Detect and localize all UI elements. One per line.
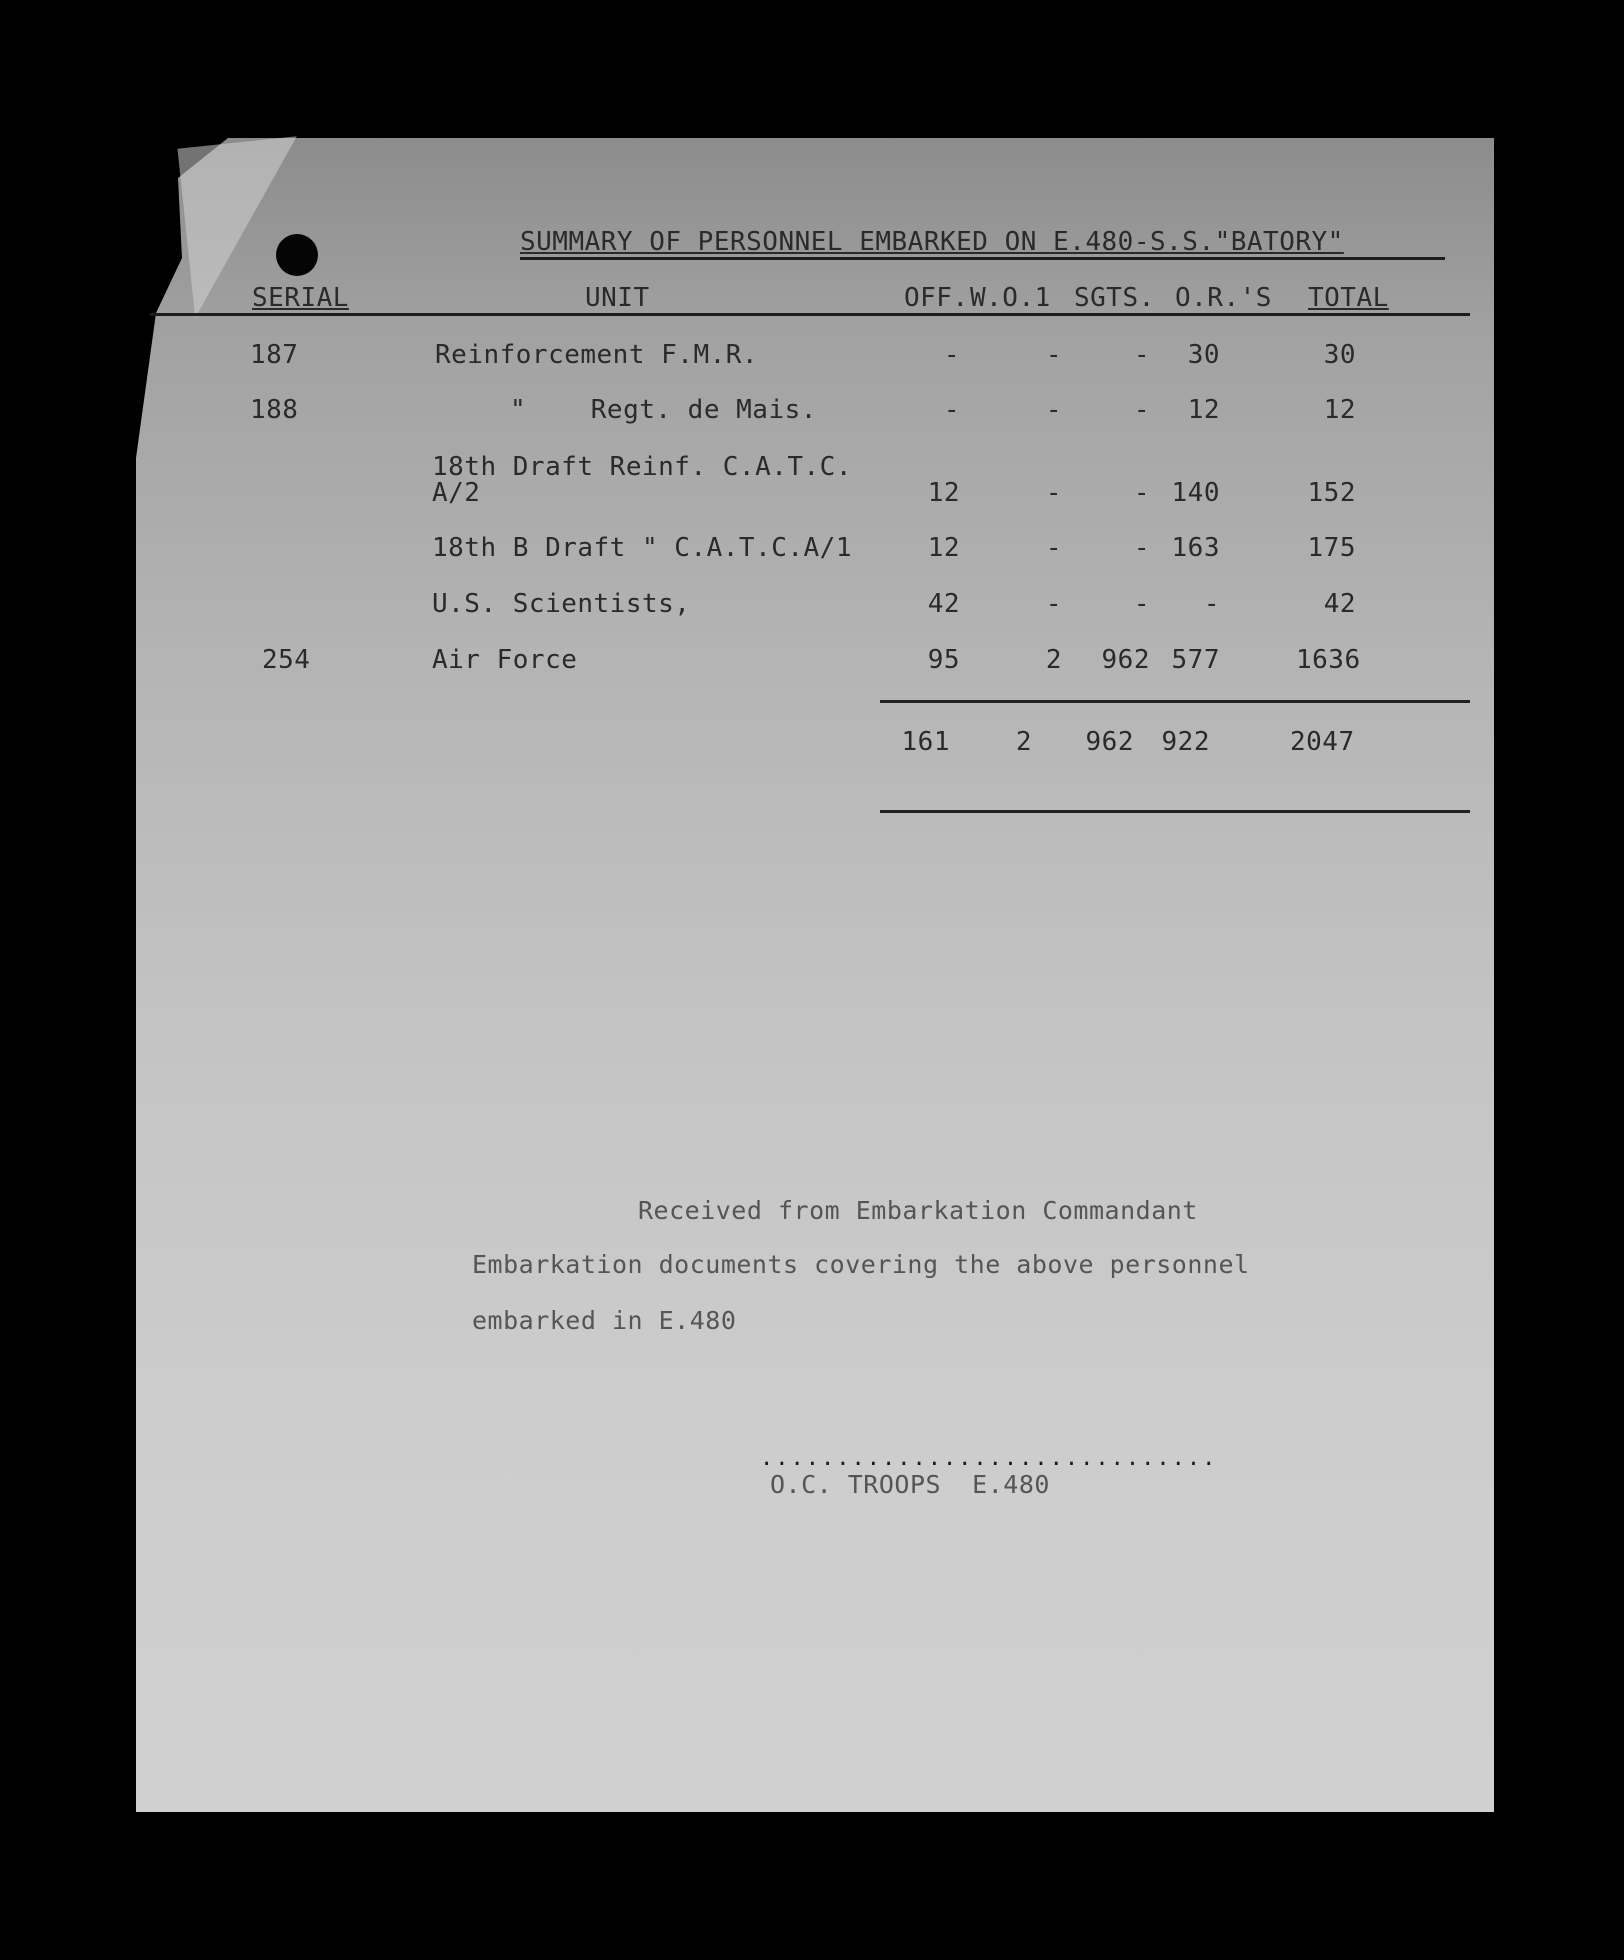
row-18th-b-draft-unit: 18th B Draft " C.A.T.C.A/1 xyxy=(432,533,852,563)
row-187-sgts: - xyxy=(1133,340,1150,370)
header-serial: SERIAL xyxy=(252,283,349,313)
row-254-total: 1636 xyxy=(1296,645,1361,675)
row-18th-b-draft-sgts: - xyxy=(1133,533,1150,563)
row-18th-b-draft-ors: 163 xyxy=(1171,533,1220,563)
row-254-serial: 254 xyxy=(262,645,311,675)
row-187-ors: 30 xyxy=(1187,340,1220,370)
total-ors: 922 xyxy=(1161,727,1210,757)
totals-bottom-rule xyxy=(880,810,1470,813)
header-sgts: SGTS. xyxy=(1074,283,1155,313)
row-18th-draft-off: 12 xyxy=(927,478,960,508)
row-254-ors: 577 xyxy=(1171,645,1220,675)
row-us-scientists-sgts: - xyxy=(1133,589,1150,619)
row-188-wo: - xyxy=(1045,395,1062,425)
row-us-scientists-ors: - xyxy=(1203,589,1220,619)
row-18th-draft-ors: 140 xyxy=(1171,478,1220,508)
row-us-scientists-unit: U.S. Scientists, xyxy=(432,589,691,619)
header-total: TOTAL xyxy=(1308,283,1389,313)
receipt-line-1: Received from Embarkation Commandant xyxy=(638,1196,1198,1225)
row-18th-draft-sgts: - xyxy=(1133,478,1150,508)
header-ors: O.R.'S xyxy=(1175,283,1272,313)
header-wo: W.O.1 xyxy=(970,283,1051,313)
row-18th-b-draft-wo: - xyxy=(1045,533,1062,563)
row-18th-draft-unit-cont: A/2 xyxy=(432,478,481,508)
header-unit: UNIT xyxy=(585,283,650,313)
row-254-unit: Air Force xyxy=(432,645,578,675)
row-18th-b-draft-off: 12 xyxy=(927,533,960,563)
row-187-serial: 187 xyxy=(250,340,299,370)
row-187-off: - xyxy=(943,340,960,370)
total-wo: 2 xyxy=(1015,727,1032,757)
header-off: OFF. xyxy=(904,283,969,313)
row-187-wo: - xyxy=(1045,340,1062,370)
row-us-scientists-wo: - xyxy=(1045,589,1062,619)
row-18th-draft-total: 152 xyxy=(1307,478,1356,508)
row-us-scientists-off: 42 xyxy=(927,589,960,619)
document-sheet xyxy=(136,138,1494,1812)
row-254-wo: 2 xyxy=(1045,645,1062,675)
total-total: 2047 xyxy=(1290,727,1355,757)
row-18th-b-draft-total: 175 xyxy=(1307,533,1356,563)
signature-dotted-line: .............................. xyxy=(760,1446,1218,1471)
receipt-line-3: embarked in E.480 xyxy=(472,1306,737,1335)
row-188-serial: 188 xyxy=(250,395,299,425)
document-title: SUMMARY OF PERSONNEL EMBARKED ON E.480-S.S."BATORY" xyxy=(520,227,1344,257)
totals-top-rule xyxy=(880,700,1470,703)
header-rule xyxy=(150,313,1470,316)
total-sgts: 962 xyxy=(1085,727,1134,757)
row-188-ors: 12 xyxy=(1187,395,1220,425)
row-254-sgts: 962 xyxy=(1101,645,1150,675)
punch-hole xyxy=(276,234,318,276)
row-188-off: - xyxy=(943,395,960,425)
row-187-unit: Reinforcement F.M.R. xyxy=(435,340,759,370)
row-18th-draft-unit: 18th Draft Reinf. C.A.T.C. xyxy=(432,452,852,482)
row-188-sgts: - xyxy=(1133,395,1150,425)
row-254-off: 95 xyxy=(927,645,960,675)
receipt-line-2: Embarkation documents covering the above personnel xyxy=(472,1250,1250,1279)
total-off: 161 xyxy=(901,727,950,757)
signature-label: O.C. TROOPS E.480 xyxy=(770,1470,1050,1499)
row-187-total: 30 xyxy=(1323,340,1356,370)
row-18th-draft-wo: - xyxy=(1045,478,1062,508)
row-us-scientists-total: 42 xyxy=(1323,589,1356,619)
row-188-unit: " Regt. de Mais. xyxy=(510,395,817,425)
title-underline xyxy=(520,257,1445,260)
row-188-total: 12 xyxy=(1323,395,1356,425)
